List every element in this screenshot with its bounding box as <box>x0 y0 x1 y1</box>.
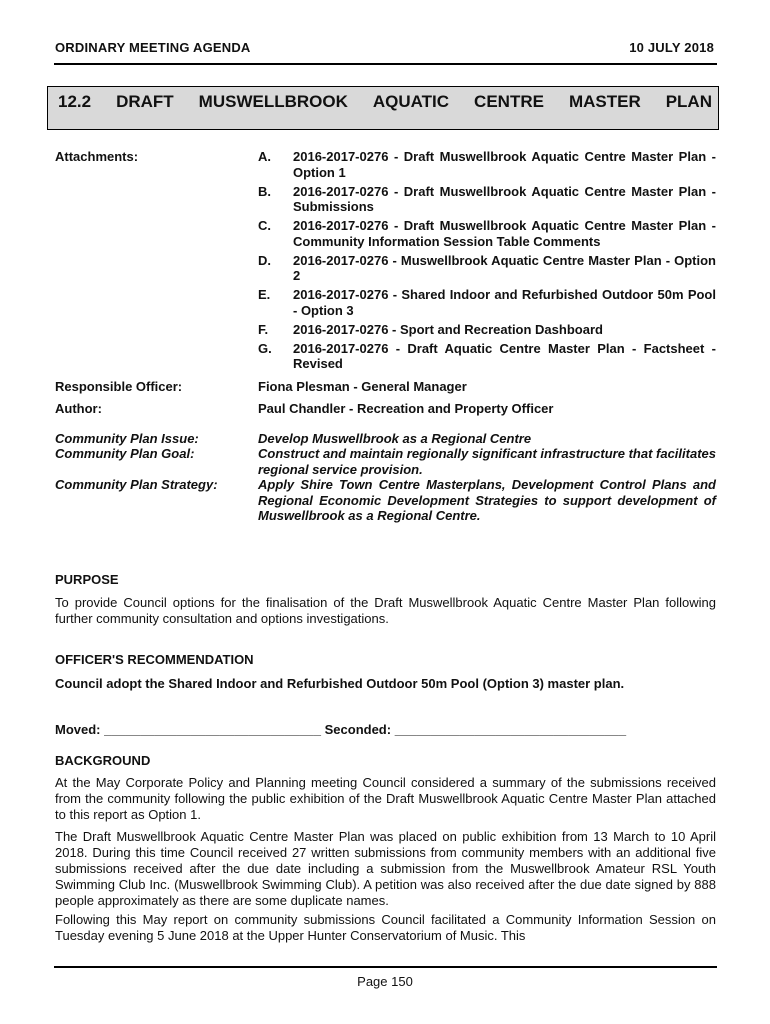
community-plan-issue-value: Develop Muswellbrook as a Regional Centre <box>258 431 532 446</box>
attachments-label: Attachments: <box>55 149 139 164</box>
attachment-text: 2016-2017-0276 - Muswellbrook Aquatic Centre Master Plan - Option 2 <box>293 252 716 283</box>
author-value: Paul Chandler - Recreation and Property Officer <box>258 401 554 416</box>
attachment-letter: G. <box>258 340 272 356</box>
header-divider <box>54 63 717 65</box>
attachment-item[interactable] <box>258 218 716 249</box>
community-plan-strategy-value: Apply Shire Town Centre Masterplans, Development Control Plans and Regional Economic Development Strategies to support development of Muswellbrook as a Regional Centre. <box>258 477 716 523</box>
footer-divider <box>54 966 717 968</box>
attachments-list <box>258 149 716 375</box>
title-word: CENTRE <box>474 92 544 111</box>
title-word: 12.2 <box>58 92 92 111</box>
attachment-item[interactable] <box>258 184 716 215</box>
attachment-text: 2016-2017-0276 - Draft Muswellbrook Aquatic Centre Master Plan - Submissions <box>293 183 716 214</box>
attachment-item[interactable] <box>258 287 716 318</box>
moved-seconded-line: Moved: ______________________________ Seconded: ________________________________ <box>55 722 627 737</box>
title-word: DRAFT <box>116 92 174 111</box>
header-date: 10 JULY 2018 <box>629 40 714 55</box>
attachment-item[interactable] <box>258 253 716 284</box>
attachment-item[interactable] <box>258 149 716 180</box>
attachment-item[interactable] <box>258 341 716 372</box>
attachment-text: 2016-2017-0276 - Draft Muswellbrook Aquatic Centre Master Plan - Option 1 <box>293 149 716 180</box>
attachment-text: 2016-2017-0276 - Sport and Recreation Dashboard <box>293 321 603 337</box>
recommendation-heading: OFFICER'S RECOMMENDATION <box>55 652 254 667</box>
title-word: PLAN <box>665 92 712 111</box>
item-title-box <box>47 86 719 130</box>
title-word: MUSWELLBROOK <box>198 92 348 111</box>
purpose-text: To provide Council options for the finalisation of the Draft Muswellbrook Aquatic Centre Master Plan following further community consultation and options investigations. <box>55 595 716 626</box>
page-number: Page 150 <box>357 974 413 989</box>
background-paragraph-1: At the May Corporate Policy and Planning meeting Council considered a summary of the submissions received from the community following the public exhibition of the Draft Muswellbrook Aquatic Centre Master Plan attached to this report as Option 1. <box>55 775 716 822</box>
author-label: Author: <box>55 401 102 416</box>
attachment-letter: F. <box>258 321 269 337</box>
attachment-letter: E. <box>258 287 271 302</box>
background-paragraph-2: The Draft Muswellbrook Aquatic Centre Master Plan was placed on public exhibition from 13 March to 10 April 2018. During this time Council received 27 written submissions from community members with an additional five submissions received after the due date including a submission from the Muswellbrook Amateur RSL Youth Swimming Club Inc. (Muswellbrook Swimming Club). A petition was also received after the due date signed by 888 people approximately as there are some duplicate names. <box>55 829 716 908</box>
item-title <box>58 92 712 112</box>
background-paragraph-3: Following this May report on community submissions Council facilitated a Community Information Session on Tuesday evening 5 June 2018 at the Upper Hunter Conservatorium of Music. This <box>55 912 716 943</box>
header-meeting-title: ORDINARY MEETING AGENDA <box>55 40 251 55</box>
attachment-text: 2016-2017-0276 - Shared Indoor and Refurbished Outdoor 50m Pool - Option 3 <box>293 287 716 318</box>
attachment-letter: B. <box>258 183 271 199</box>
attachment-letter: A. <box>258 149 271 164</box>
attachment-letter: C. <box>258 218 271 233</box>
community-plan-issue-label: Community Plan Issue: <box>55 431 199 446</box>
community-plan-goal-value: Construct and maintain regionally significant infrastructure that facilitates regional service provision. <box>258 446 716 477</box>
attachment-letter: D. <box>258 252 271 268</box>
recommendation-text: Council adopt the Shared Indoor and Refurbished Outdoor 50m Pool (Option 3) master plan. <box>55 676 625 691</box>
attachment-text: 2016-2017-0276 - Draft Aquatic Centre Master Plan - Factsheet - Revised <box>293 340 716 371</box>
title-word: MASTER <box>568 92 641 111</box>
responsible-officer-label: Responsible Officer: <box>55 379 183 394</box>
community-plan-strategy-label: Community Plan Strategy: <box>55 477 218 492</box>
responsible-officer-value: Fiona Plesman - General Manager <box>258 379 467 394</box>
purpose-heading: PURPOSE <box>55 572 119 587</box>
title-word: AQUATIC <box>372 92 450 111</box>
background-heading: BACKGROUND <box>55 753 151 768</box>
community-plan-goal-label: Community Plan Goal: <box>55 446 195 461</box>
attachment-item[interactable] <box>258 322 716 338</box>
attachment-text: 2016-2017-0276 - Draft Muswellbrook Aquatic Centre Master Plan - Community Information Session Table Comments <box>293 218 716 249</box>
